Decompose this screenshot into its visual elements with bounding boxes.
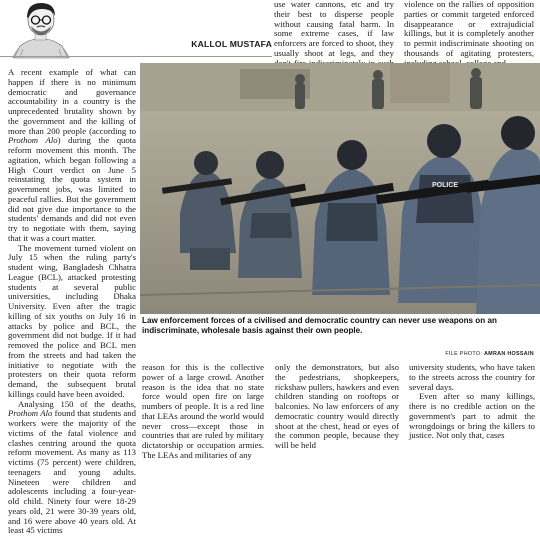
top-column-1: use water cannons, etc and try their best to disperse people without causing fatal harm. In some extreme cases, if law enforcers are forced to shoot, they usually shoot at legs, and they <box>274 0 394 78</box>
paragraph: university students, who have taken to the streets across the country for several days. <box>409 363 535 392</box>
paragraph: Even after so many killings, there is no credible action on the government's part to admit the wrongdoings or bring the killers to justice. Not only that, cases <box>409 392 535 441</box>
paragraph: Analysing 150 of the deaths, Prothom Alo found that students and workers were the majority of the victims of the fatal violence and clashes centring around the quota reform movement. As many as 113 victims (75 percent) were children, teenagers and young adults. Nineteen were children and adolescents including a four-year-old child. Ninety four were 18-29 years old, 21 were 30-39 years old, and 16 were above 40 years old. At least 45 victims <box>8 400 136 536</box>
bottom-column-1: reason for this is the collective power of a large crowd. Another reason is the idea that no state force would open fire on large numbers of people. It is a red line that LEAs around the world would never cross—except those in countries that are ruled by military dictatorship or occupation armies. The LEAs and militaries of any <box>142 363 264 461</box>
author-byline: KALLOL MUSTAFA <box>186 39 272 49</box>
police-line-illustration <box>140 63 540 314</box>
photo-credit: FILE PHOTO: AMRAN HOSSAIN <box>445 351 534 357</box>
paragraph: The movement turned violent on July 15 when the ruling party's student wing, Bangladesh Chhatra League (BCL), attacked protesting students at several public universities, including Dhaka University. Even after the tragic killing of six youths on July 16 in attacks by police and BCL, the government did not budge. If it had removed the police and BCL men from the streets and had taken the initiative to negotiate with the protesters on their quota reform demand, the subsequent brutal killings could have been avoided. <box>8 244 136 400</box>
left-column <box>8 68 136 536</box>
top-column-2: violence on the rallies of opposition parties or commit targeted enforced disappearance or extrajudicial killings, but it is completely another to permit indiscriminate shooting on thousands of agitating protesters, <box>404 0 534 68</box>
bottom-column-3 <box>409 363 535 441</box>
news-photo <box>140 63 540 314</box>
bottom-column-2: only the demonstrators, but also the pedestrians, shopkeepers, rickshaw pullers, hawkers and even children standing on rooftops or balconies. No law enforcers of any democratic country would directly shoot at the chest, head or eyes of the common people, because they will be held <box>275 363 399 451</box>
paragraph: A recent example of what can happen if there is no minimum democratic and governance accountability in a country is the unprecedented brutality shown by the government and the killing of more than 200 people (according to Prothom Alo) during the quota reform movement this month. The agitation, which began following a High Court verdict on June 5 reinstating the quota system in government jobs, was limited to peaceful rallies. But the government did not give due importance to the students' demands and did not even try to negotiate with them, saying that it was a court matter. <box>8 68 136 244</box>
author-portrait-illustration <box>6 0 76 58</box>
vest-label: POLICE <box>432 182 458 189</box>
photo-caption: Law enforcement forces of a civilised and democratic country can never use weapons on an indiscriminate, wholesale basis against their own people. <box>142 316 537 337</box>
byline-divider <box>0 56 272 57</box>
author-portrait <box>6 0 76 58</box>
